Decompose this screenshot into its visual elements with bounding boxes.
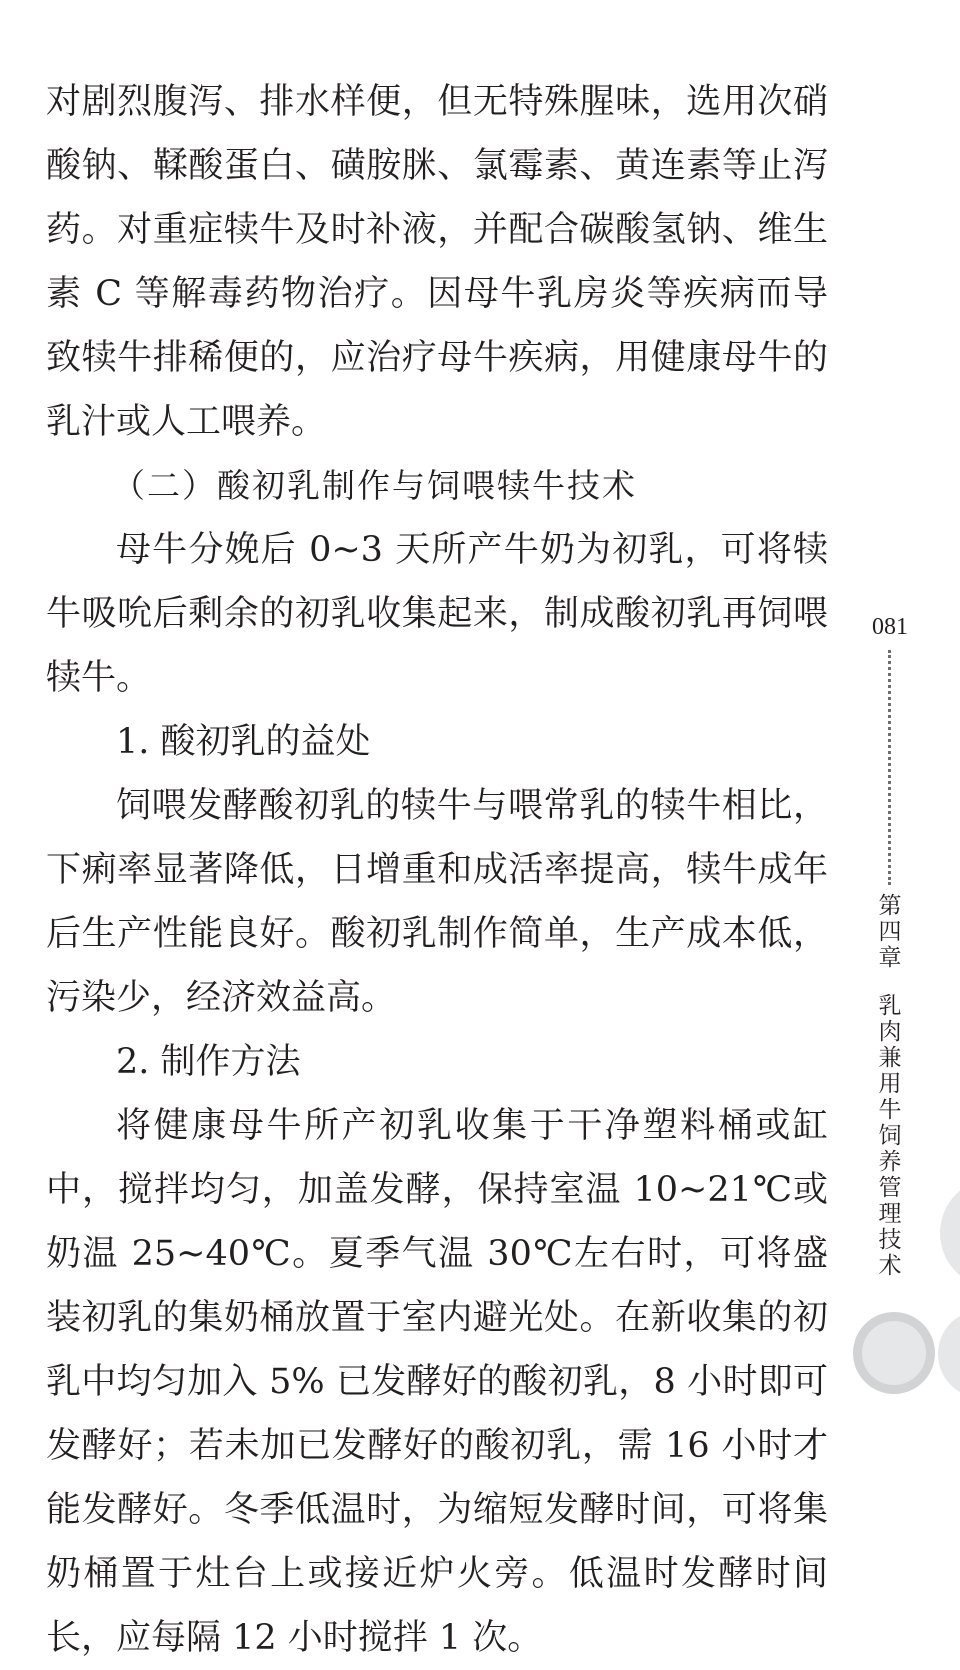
chapter-title-char: 术: [878, 1253, 902, 1279]
decorative-circle: [940, 1178, 960, 1288]
chapter-title-char: 饲: [878, 1123, 902, 1149]
decorative-circle-inner: [862, 1321, 926, 1385]
chapter-title-char: 兼: [878, 1045, 902, 1071]
body-text: [46, 70, 828, 1670]
paragraph-treatment: 对剧烈腹泻、排水样便，但无特殊腥味，选用次硝酸钠、鞣酸蛋白、磺胺脒、氯霉素、黄连素等止泻药。对重症犊牛及时补液，并配合碳酸氢钠、维生素 C 等解毒药物治疗。因母牛乳房炎等疾病而导致犊牛排稀便的，应治疗母牛疾病，用健康母牛的乳汁或人工喂养。: [46, 82, 828, 442]
chapter-label-char: 四: [878, 919, 902, 945]
subheading-benefits: 1. 酸初乳的益处: [116, 722, 371, 762]
page-number: 081: [872, 614, 908, 640]
chapter-label-char: 第: [878, 893, 902, 919]
chapter-title-char: 乳: [878, 993, 902, 1019]
chapter-title-char: 养: [878, 1149, 902, 1175]
paragraph-colostrum-intro: 母牛分娩后 0~3 天所产牛奶为初乳，可将犊牛吸吮后剩余的初乳收集起来，制成酸初乳再饲喂犊牛。: [46, 530, 828, 698]
dotted-divider: [888, 650, 891, 885]
running-chapter-title: [868, 893, 912, 1279]
paragraph-method: 将健康母牛所产初乳收集于干净塑料桶或缸中，搅拌均匀，加盖发酵，保持室温 10~21℃或奶温 25~40℃。夏季气温 30℃左右时，可将盛装初乳的集奶桶放置于室内避光处。在新收集的初乳中均匀加入 5% 已发酵好的酸初乳，8 小时即可发酵好；若未加已发酵好的酸初乳，需 16 小时才能发酵好。冬季低温时，为缩短发酵时间，可将集奶桶置于灶台上或接近炉火旁。低温时发酵时间长，应每隔 12 小时搅拌 1 次。: [46, 1106, 828, 1658]
paragraph-benefits: 饲喂发酵酸初乳的犊牛与喂常乳的犊牛相比，下痢率显著降低，日增重和成活率提高，犊牛成年后生产性能良好。酸初乳制作简单，生产成本低，污染少，经济效益高。: [46, 786, 828, 1018]
chapter-title-char: 理: [878, 1201, 902, 1227]
chapter-title-char: 技: [878, 1227, 902, 1253]
chapter-title-char: 肉: [878, 1019, 902, 1045]
title-gap: [868, 971, 912, 993]
chapter-title-char: 牛: [878, 1097, 902, 1123]
chapter-title-char: 用: [878, 1071, 902, 1097]
chapter-label-char: 章: [878, 945, 902, 971]
section-heading: （二）酸初乳制作与饲喂犊牛技术: [112, 466, 637, 505]
chapter-title-char: 管: [878, 1175, 902, 1201]
subheading-method: 2. 制作方法: [116, 1042, 301, 1082]
decorative-circle: [938, 1310, 960, 1398]
